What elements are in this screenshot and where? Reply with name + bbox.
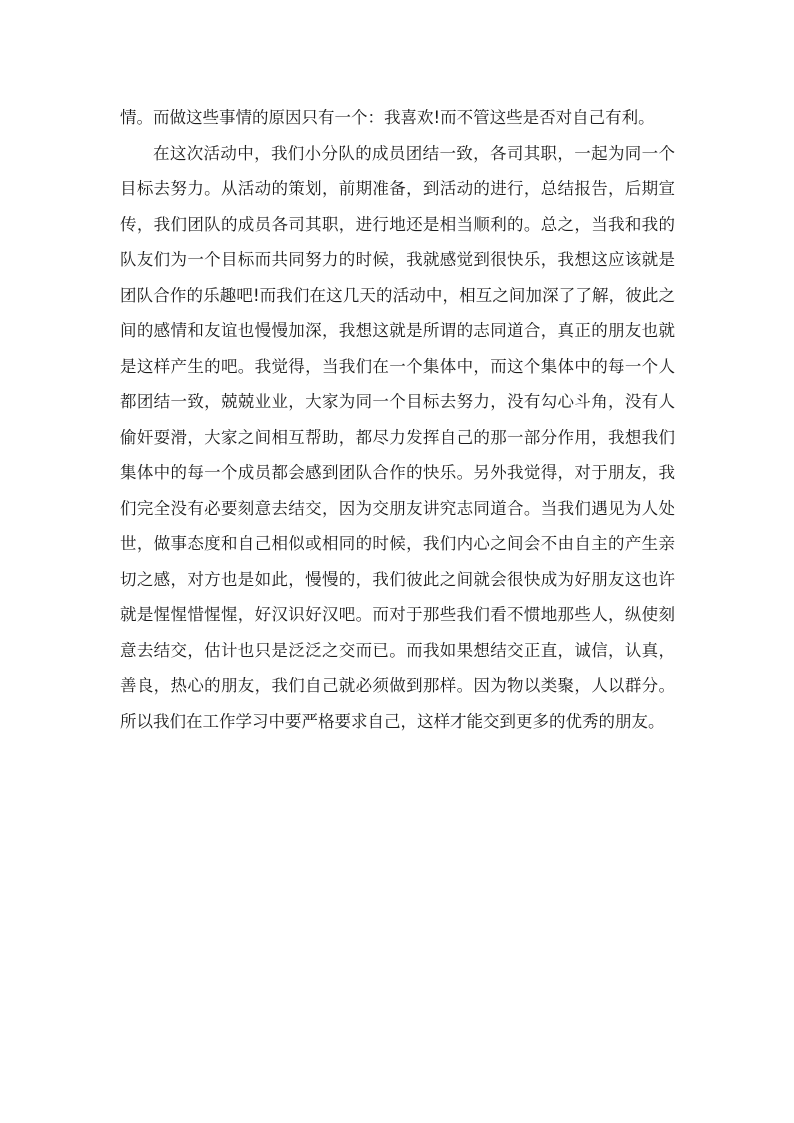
document-body: [120, 100, 675, 739]
paragraph-activity-reflection: 在这次活动中，我们小分队的成员团结一致，各司其职，一起为同一个目标去努力。从活动的策划，前期准备，到活动的进行，总结报告，后期宣传，我们团队的成员各司其职，进行地还是相当顺利的。总之，当我和我的队友们为一个目标而共同努力的时候，我就感觉到很快乐，我想这应该就是团队合作的乐趣吧!而我们在这几天的活动中，相互之间加深了了解，彼此之间的感情和友谊也慢慢加深，我想这就是所谓的志同道合，真正的朋友也就是这样产生的吧。我觉得，当我们在一个集体中，而这个集体中的每一个人都团结一致，兢兢业业，大家为同一个目标去努力，没有勾心斗角，没有人偷奸耍滑，大家之间相互帮助，都尽力发挥自己的那一部分作用，我想我们集体中的每一个成员都会感到团队合作的快乐。另外我觉得，对于朋友，我们完全没有必要刻意去结交，因为交朋友讲究志同道合。当我们遇见为人处世，做事态度和自己相似或相同的时候，我们内心之间会不由自主的产生亲切之感，对方也是如此，慢慢的，我们彼此之间就会很快成为好朋友这也许就是惺惺惜惺惺，好汉识好汉吧。而对于那些我们看不惯地那些人，纵使刻意去结交，估计也只是泛泛之交而已。而我如果想结交正直，诚信，认真，善良，热心的朋友，我们自己就必须做到那样。因为物以类聚，人以群分。所以我们在工作学习中要严格要求自己，这样才能交到更多的优秀的朋友。: [120, 143, 675, 731]
paragraph-continuation: 情。而做这些事情的原因只有一个：我喜欢!而不管这些是否对自己有利。: [120, 108, 655, 127]
